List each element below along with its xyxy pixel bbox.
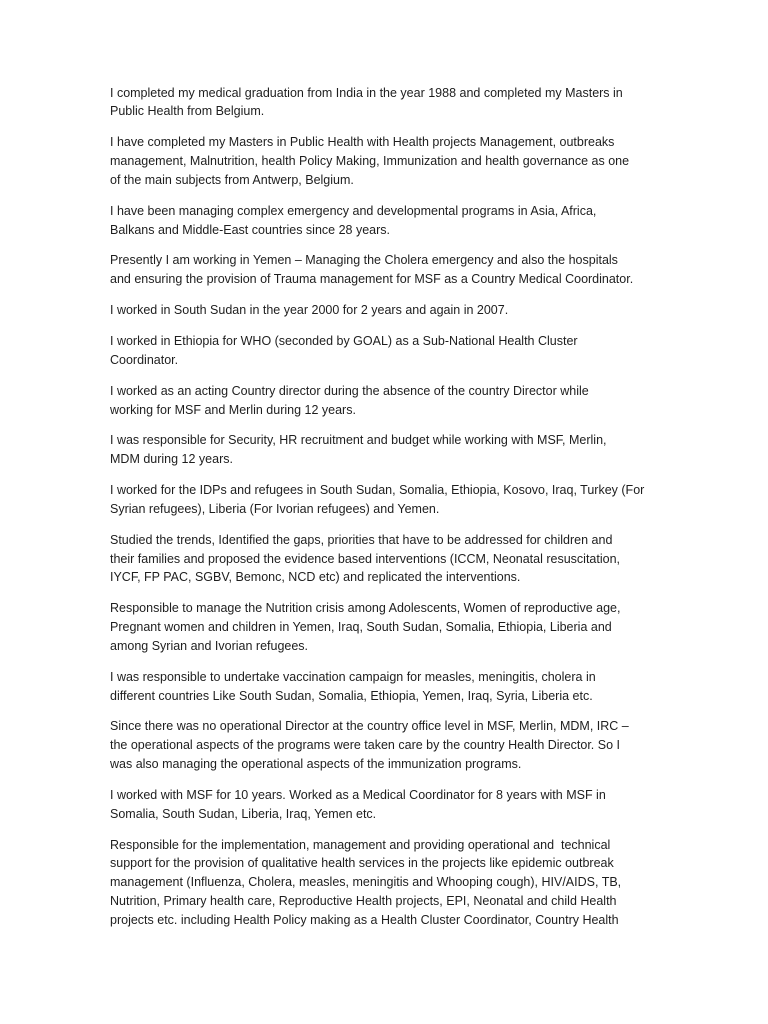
paragraph-line: Presently I am working in Yemen – Managing the Cholera emergency and also the hospitals: [110, 253, 618, 268]
paragraph-masters: [110, 133, 768, 189]
paragraph-line: working for MSF and Merlin during 12 years.: [110, 402, 356, 417]
paragraph-line: I have been managing complex emergency and developmental programs in Asia, Africa,: [110, 203, 597, 218]
paragraph-msf: [110, 786, 768, 824]
paragraph-trends: [110, 531, 768, 587]
paragraph-education: [110, 84, 768, 122]
paragraph-ethiopia: [110, 332, 768, 370]
paragraph-security-hr: [110, 431, 768, 469]
paragraph-yemen: [110, 251, 768, 289]
paragraph-line: I worked in South Sudan in the year 2000 for 2 years and again in 2007.: [110, 303, 509, 318]
paragraph-nutrition: [110, 599, 768, 655]
paragraph-line: IYCF, FP PAC, SGBV, Bemonc, NCD etc) and replicated the interventions.: [110, 570, 521, 585]
paragraph-line: MDM during 12 years.: [110, 452, 233, 467]
paragraph-line: I worked for the IDPs and refugees in South Sudan, Somalia, Ethiopia, Kosovo, Iraq, Turkey (For: [110, 483, 645, 498]
paragraph-line: I have completed my Masters in Public Health with Health projects Management, outbreaks: [110, 135, 615, 150]
paragraph-line: Studied the trends, Identified the gaps, priorities that have to be addressed for children and: [110, 532, 613, 547]
paragraph-line: Responsible to manage the Nutrition crisis among Adolescents, Women of reproductive age,: [110, 601, 621, 616]
paragraph-line: their families and proposed the evidence based interventions (ICCM, Neonatal resuscitation,: [110, 551, 620, 566]
paragraph-implementation: [110, 836, 768, 930]
paragraph-line: different countries Like South Sudan, Somalia, Ethiopia, Yemen, Iraq, Syria, Liberia etc.: [110, 688, 593, 703]
paragraph-line: of the main subjects from Antwerp, Belgium.: [110, 172, 354, 187]
paragraph-line: I was responsible to undertake vaccination campaign for measles, meningitis, cholera in: [110, 669, 596, 684]
paragraph-line: Pregnant women and children in Yemen, Iraq, South Sudan, Somalia, Ethiopia, Liberia and: [110, 620, 612, 635]
paragraph-south-sudan: [110, 301, 768, 320]
paragraph-line: I worked with MSF for 10 years. Worked as a Medical Coordinator for 8 years with MSF in: [110, 787, 606, 802]
paragraph-line: Syrian refugees), Liberia (For Ivorian refugees) and Yemen.: [110, 501, 440, 516]
paragraph-refugees: [110, 481, 768, 519]
paragraph-line: support for the provision of qualitative health services in the projects like epidemic outbreak: [110, 856, 614, 871]
paragraph-line: Nutrition, Primary health care, Reproductive Health projects, EPI, Neonatal and child Health: [110, 894, 617, 908]
paragraph-operations: [110, 717, 768, 773]
paragraph-line: management (Influenza, Cholera, measles, meningitis and Whooping cough), HIV/AIDS, TB,: [110, 875, 622, 890]
paragraph-line: Responsible for the implementation, management and providing operational and technical: [110, 837, 611, 852]
paragraph-line: was also managing the operational aspects of the immunization programs.: [110, 757, 522, 772]
paragraph-line: I worked as an acting Country director during the absence of the country Director while: [110, 383, 589, 398]
paragraph-line: Public Health from Belgium.: [110, 104, 265, 119]
paragraph-line: among Syrian and Ivorian refugees.: [110, 638, 309, 653]
paragraph-country-director: [110, 382, 768, 420]
paragraph-line: Balkans and Middle-East countries since 28 years.: [110, 222, 391, 237]
paragraph-line: management, Malnutrition, health Policy Making, Immunization and health governance as one: [110, 154, 630, 169]
paragraph-line: projects etc. including Health Policy making as a Health Cluster Coordinator, Country Health: [110, 912, 619, 927]
paragraph-line: Coordinator.: [110, 352, 179, 367]
paragraph-line: Since there was no operational Director at the country office level in MSF, Merlin, MDM, IRC –: [110, 719, 629, 734]
paragraph-line: I worked in Ethiopia for WHO (seconded by GOAL) as a Sub-National Health Cluster: [110, 334, 578, 349]
paragraph-experience: [110, 202, 768, 240]
paragraph-line: Somalia, South Sudan, Liberia, Iraq, Yemen etc.: [110, 806, 377, 821]
paragraph-line: I was responsible for Security, HR recruitment and budget while working with MSF, Merlin,: [110, 433, 607, 448]
paragraph-line: and ensuring the provision of Trauma management for MSF as a Country Medical Coordinator.: [110, 272, 634, 287]
paragraph-vaccination: [110, 668, 768, 706]
paragraph-line: the operational aspects of the programs were taken care by the country Health Director. So I: [110, 738, 620, 753]
paragraph-line: I completed my medical graduation from India in the year 1988 and completed my Masters in: [110, 85, 623, 100]
